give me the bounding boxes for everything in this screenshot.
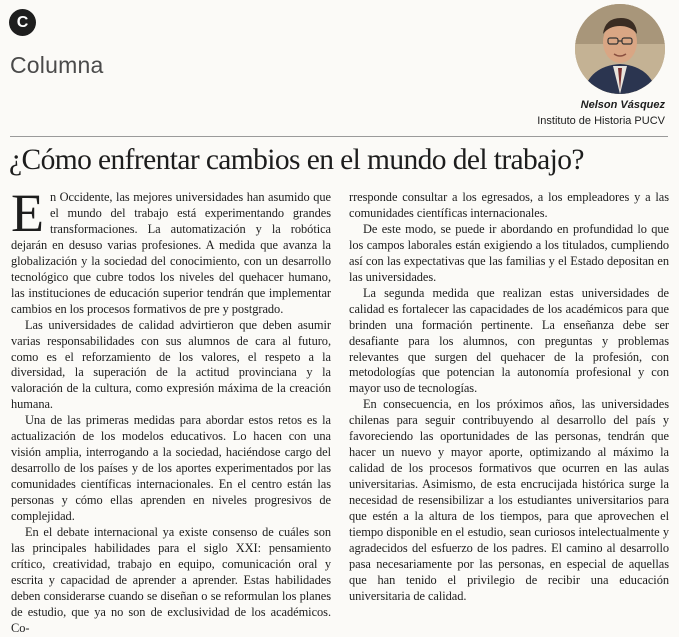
article-paragraph: De este modo, se puede ir abordando en profundidad lo que los campos laborales están exigiendo a los titulados, cumpliendo así con las expectativas que las familias y el Estado depositan en las universidades. — [349, 221, 669, 284]
article-paragraph: En el debate internacional ya existe consenso de cuáles son las principales habilidades para el siglo XXI: pensamiento crítico, creatividad, trabajo en equipo, comunicación oral y escrita y capacidad de aprender a aprender. Estas habilidades deben considerarse cuando se diseñan o se reformulan los planes de estudio, que ya no son de exclusividad de los académicos. Co- — [11, 525, 331, 635]
article-paragraph: Una de las primeras medidas para abordar estos retos es la actualización de los modelos educativos. Lo hacen con una visión amplia, interrogando a la sociedad, haciéndose cargo del desarrollo de los países y de los aportes experimentados por las comunidades científicas internacionales. En el centro están las personas y cómo ellas aprenden en niveles progresivos de complejidad. — [11, 413, 331, 524]
drop-cap: E — [11, 183, 44, 243]
article-paragraph: rresponde consultar a los egresados, a los empleadores y a las comunidades científicas internacionales. — [349, 190, 669, 220]
article-paragraph — [11, 183, 331, 318]
article-column-left — [11, 183, 331, 637]
article-paragraph: Las universidades de calidad advirtieron que deben asumir varias responsabilidades con sus alumnos de cara al futuro, como es el reforzamiento de los valores, el respeto a la diversidad, la superación de la actitud provinciana y la valoración de la cultura, como expresión máxima de la creación humana. — [11, 317, 331, 412]
paragraph-text: n Occidente, las mejores universidades han asumido que el mundo del trabajo está experimentando grandes transformaciones. La automatización y la robótica dejarán en desuso varias profesiones. A medida que avanza la globalización y la sociedad del conocimiento, con un desarrollo tecnológico que cubre todos los niveles del quehacer humano, las instituciones de educación superior tendrán que implementar cambios en los procesos formativos de pre y postgrado. — [11, 190, 331, 316]
article-title: ¿Cómo enfrentar cambios en el mundo del trabajo? — [9, 144, 584, 176]
article-paragraph: La segunda medida que realizan estas universidades de calidad es fortalecer las capacidades de los académicos para que brinden una formación pertinente. La enseñanza debe ser desafiante para los alumnos, con preguntas y problemas relevantes que surgen del quehacer de la profesión, con metodologías que potencian la autonomía profesional y con mayor uso de tecnologías. — [349, 285, 669, 396]
column-badge: C — [9, 9, 36, 36]
section-label: Columna — [10, 52, 104, 78]
author-photo — [575, 4, 665, 94]
author-institution: Instituto de Historia PUCV — [537, 115, 665, 127]
header-divider — [10, 136, 668, 137]
author-name: Nelson Vásquez — [580, 99, 665, 111]
article-paragraph: En consecuencia, en los próximos años, las universidades chilenas para seguir contribuyendo al desarrollo del país y favoreciendo las oportunidades de las personas, tendrán que hacer un nuevo y mayor aporte, optimizando al máximo la calidad de los procesos formativos que ocurren en las aulas universitarias. Asimismo, de esta encrucijada histórica surge la necesidad de resensibilizar a los estudiantes universitarios para que estén a la altura de los tiempos, para que aprovechen el tiempo disponible en el estudio, sean curiosos intelectualmente y agradecidos del esfuerzo de los padres. El camino al desarrollo pasa necesariamente por las personas, en especial de aquellas que han tenido el privilegio de recibir una educación universitaria de calidad. — [349, 397, 669, 603]
author-portrait-image — [575, 4, 665, 94]
article-column-right — [349, 190, 669, 605]
